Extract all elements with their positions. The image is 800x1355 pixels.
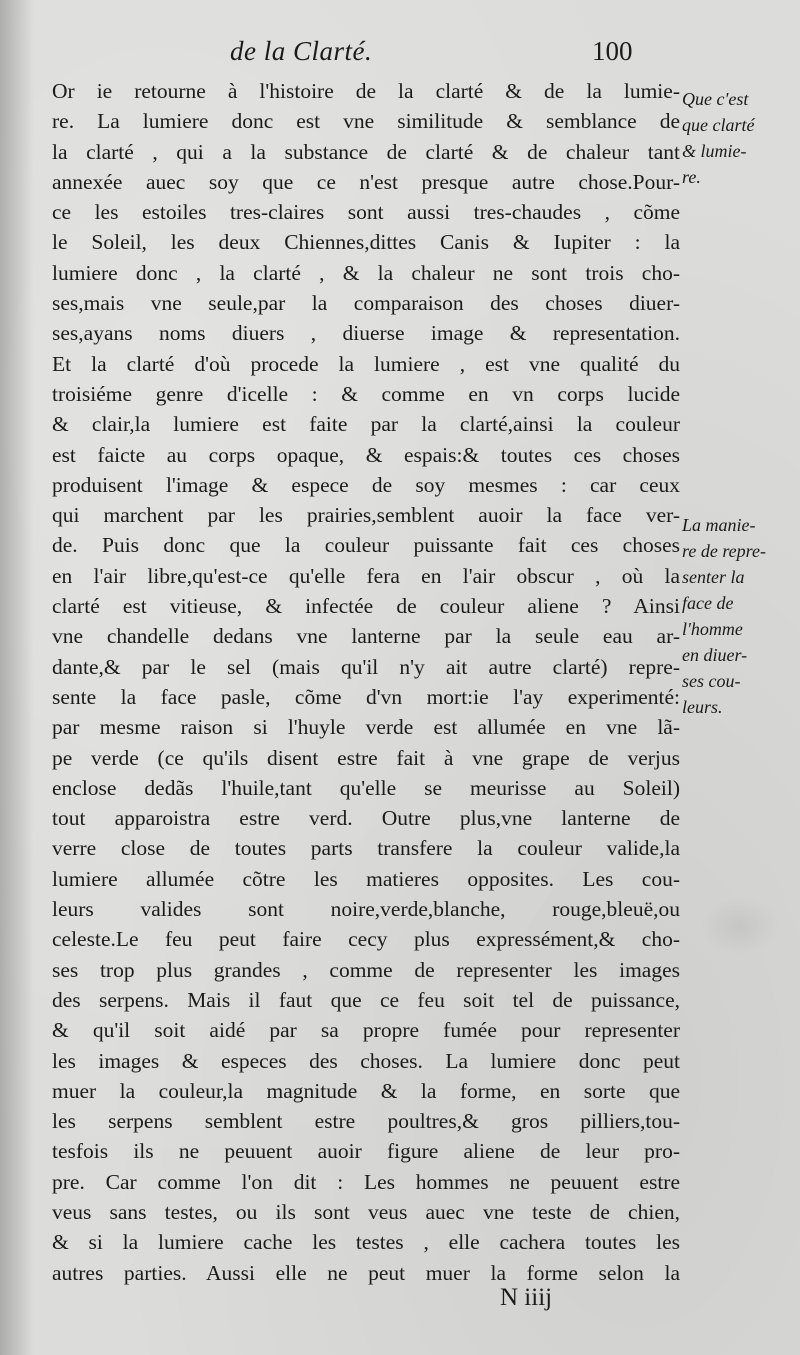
text-line: ses,ayans noms diuers , diuerse image & representation. (52, 321, 680, 346)
margin-note-line: La manie- (682, 515, 756, 535)
text-line: ce les estoiles tres-claires sont aussi tres-chaudes , cõme (52, 200, 680, 225)
text-line: qui marchent par les prairies,semblent auoir la face ver- (52, 503, 680, 528)
text-line: sente la face pasle, cõme d'vn mort:ie l'ay experimenté: (52, 684, 680, 709)
text-line: dante,& par le sel (mais qu'il n'y ait autre clarté) repre- (52, 654, 680, 679)
text-line: celeste.Le feu peut faire cecy plus expressément,& cho- (52, 927, 680, 952)
text-line: leurs valides sont noire,verde,blanche, rouge,bleuë,ou (52, 897, 680, 922)
running-head: de la Clarté. (230, 36, 373, 66)
text-line: tesfois ils ne peuuent auoir figure aliene de leur pro- (52, 1139, 680, 1164)
text-line: & qu'il soit aidé par sa propre fumée pour representer (52, 1018, 680, 1043)
margin-note-line: l'homme (682, 619, 743, 639)
page-number: 100 (592, 36, 633, 66)
text-line: & clair,la lumiere est faite par la clarté,ainsi la couleur (52, 412, 680, 437)
gutter-shadow (0, 0, 34, 1355)
margin-note-line: que clarté (682, 115, 755, 135)
text-line: vne chandelle dedans vne lanterne par la seule eau ar- (52, 624, 680, 649)
bleed-through-stain (700, 896, 780, 956)
text-line: verre close de toutes parts transfere la couleur valide,la (52, 836, 680, 861)
text-line: lumiere donc , la clarté , & la chaleur ne sont trois cho- (52, 260, 680, 285)
text-line: les serpens semblent estre poultres,& gros pilliers,tou- (52, 1109, 680, 1134)
text-line: veus sans testes, ou ils sont veus auec vne teste de chien, (52, 1199, 680, 1224)
text-line: de. Puis donc que la couleur puissante fait ces choses (52, 533, 680, 558)
text-line: tout apparoistra estre verd. Outre plus,vne lanterne de (52, 806, 680, 831)
text-line: Et la clarté d'où procede la lumiere , est vne qualité du (52, 351, 680, 376)
text-line: ses trop plus grandes , comme de representer les images (52, 957, 680, 982)
text-line: annexée auec soy que ce n'est presque autre chose.Pour- (52, 169, 680, 194)
margin-note-line: re de repre- (682, 541, 766, 561)
text-line: ses,mais vne seule,par la comparaison des choses diuer- (52, 291, 680, 316)
margin-note-line: Que c'est (682, 89, 749, 109)
margin-note-line: en diuer- (682, 645, 748, 665)
text-line: est faicte au corps opaque, & espais:& toutes ces choses (52, 442, 680, 467)
margin-note-line: leurs. (682, 697, 723, 717)
text-line: des serpens. Mais il faut que ce feu soit tel de puissance, (52, 987, 680, 1012)
text-line: en l'air libre,qu'est-ce qu'elle fera en l'air obscur , où la (52, 563, 680, 588)
text-line: pe verde (ce qu'ils disent estre fait à vne grape de verjus (52, 745, 680, 770)
signature-mark: N iiij (500, 1284, 553, 1311)
text-line: produisent l'image & espece de soy mesmes : car ceux (52, 472, 680, 497)
text-line: pre. Car comme l'on dit : Les hommes ne peuuent estre (52, 1169, 680, 1194)
text-line: enclose dedãs l'huile,tant qu'elle se meurisse au Soleil) (52, 775, 680, 800)
margin-note-clarte (682, 86, 794, 190)
margin-note-line: senter la (682, 567, 745, 587)
text-line: muer la couleur,la magnitude & la forme, en sorte que (52, 1078, 680, 1103)
text-line: lumiere allumée cõtre les matieres opposites. Les cou- (52, 866, 680, 891)
text-line: par mesme raison si l'huyle verde est allumée en vne lã- (52, 715, 680, 740)
margin-note-line: re. (682, 167, 701, 187)
main-text-block (52, 76, 680, 1288)
text-line: Or ie retourne à l'histoire de la clarté & de la lumie- (52, 79, 680, 103)
margin-note-line: & lumie- (682, 141, 747, 161)
text-line: la clarté , qui a la substance de clarté & de chaleur tant (52, 139, 680, 164)
text-line: autres parties. Aussi elle ne peut muer la forme selon la (52, 1260, 680, 1285)
margin-note-line: face de (682, 593, 734, 613)
margin-note-line: ses cou- (682, 671, 741, 691)
text-line: re. La lumiere donc est vne similitude & semblance de (52, 109, 680, 134)
text-line: les images & especes des choses. La lumiere donc peut (52, 1048, 680, 1073)
text-line: le Soleil, les deux Chiennes,dittes Canis & Iupiter : la (52, 230, 680, 255)
text-line: clarté est vitieuse, & infectée de couleur aliene ? Ainsi (52, 594, 680, 619)
text-line: & si la lumiere cache les testes , elle cachera toutes les (52, 1230, 680, 1255)
text-line: troisiéme genre d'icelle : & comme en vn corps lucide (52, 381, 680, 406)
margin-note-face (682, 512, 794, 720)
